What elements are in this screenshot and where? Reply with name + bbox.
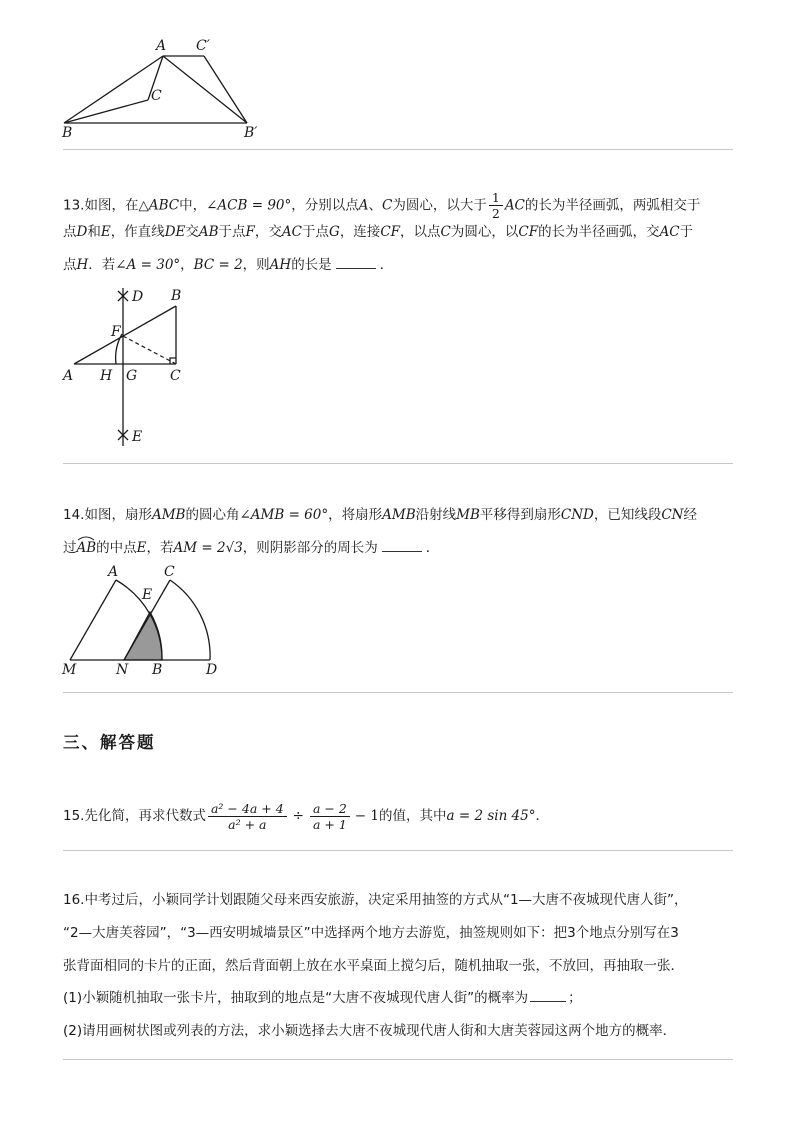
text: ． [379,257,394,273]
math: E [100,224,111,240]
label-E: E [132,429,143,445]
text: ，已知线段 [593,507,662,523]
text: 于点 [302,224,330,240]
math: CN [661,507,684,523]
math: BC = 2 [193,257,243,273]
text: 过 [63,540,77,556]
divider [63,692,733,693]
seg-MA [70,580,116,660]
math: C [440,224,451,240]
figure-q12 [60,34,280,144]
text: ，若 [146,540,174,556]
arc-CD [170,580,210,660]
seg-CF-dashed [123,336,176,364]
q13-line2 [63,222,693,242]
q15-line [63,796,549,836]
label-C: C [170,368,181,384]
fraction-half [489,190,503,221]
math: ∠A = 30° [115,257,181,273]
answer-blank[interactable] [382,539,422,552]
divider [63,850,733,851]
math: AMB [382,507,416,523]
math: ∠AMB = 60° [239,507,329,523]
shaded-region [124,612,162,660]
text: ，将扇形 [328,507,383,523]
q16-part1 [63,988,582,1008]
text: 13.如图，在 [63,197,139,214]
math: E [136,540,147,556]
label-C: C [164,564,175,580]
label-C: C [151,88,162,104]
text: ； [568,990,582,1006]
divider [63,1059,733,1060]
math: CND [560,507,594,523]
text: 为圆心，以 [450,224,519,240]
label-G: G [126,368,138,384]
text: (1)小颖随机抽取一张卡片，抽取到的地点是“大唐不夜城现代唐人街”的概率为 [63,990,529,1006]
math: AC [281,224,303,240]
label-B: B [62,125,73,141]
divider [63,463,733,464]
seg-B-C [64,100,148,123]
label-M: M [62,662,77,678]
math: AH [269,257,292,273]
text: 的长为半径画弧，交 [538,224,660,240]
q14-line1 [63,505,697,525]
q13-line3 [63,255,393,275]
fraction-numerator: a² − 4a + 4 [208,801,287,817]
q16-line2: “2—大唐芙蓉园”，“3—西安明城墙景区”中选择两个地方去游览，抽签规则如下：把3个地点分别写在3 [63,925,679,941]
q13-line1 [63,190,700,221]
text: 的值，其中 [379,808,447,824]
text: 、 [368,197,383,214]
text: 14.如图，扇形 [63,507,152,523]
q14-line2 [63,538,439,558]
math: CF [380,224,401,240]
math: H [76,257,89,273]
text: ，连接 [339,224,381,240]
math: G [329,224,340,240]
math: AC [659,224,680,240]
text: 于点 [218,224,246,240]
label-A: A [63,368,74,384]
fraction-numerator: a − 2 [310,801,350,817]
q16-line3: 张背面相同的卡片的正面，然后背面朝上放在水平桌面上搅匀后，随机抽取一张，不放回，再抽取一张． [63,958,684,974]
math: D [76,224,88,240]
text: 的长为半径画弧，两弧相交于 [524,197,701,214]
label-A: A [156,38,167,54]
math: ∠ACB = 90° [206,197,292,214]
text: ，则阴影部分的周长为 [242,540,378,556]
seg-Cp-Bp [204,56,247,123]
text: ，以点 [400,224,441,240]
text: ，分别以点 [291,197,359,214]
label-Bp: B′ [244,125,258,141]
text: ．若 [88,257,116,273]
text: ，交 [254,224,282,240]
text: 平移得到扇形 [479,507,561,523]
label-B: B [171,288,182,304]
label-B: B [152,662,163,678]
fraction-denominator: 2 [491,206,500,221]
answer-blank[interactable] [336,256,376,269]
math: DE [164,224,186,240]
text: 的长是 [291,257,332,273]
label-D: D [132,289,144,305]
math: ÷ [292,808,304,824]
text: 交 [185,224,199,240]
math: AB [76,540,97,556]
answer-blank[interactable] [530,989,566,1002]
math: A [358,197,369,214]
figure-q13 [60,284,200,450]
seg-B-A [64,56,163,123]
q16-part2: (2)请用画树状图或列表的方法，求小颖选择去大唐不夜城现代唐人街和大唐芙蓉园这两个地方的概率． [63,1023,677,1039]
text: ，作直线 [110,224,165,240]
fraction-numerator: 1 [489,190,503,206]
text: 的中点 [96,540,137,556]
fraction-denominator: a² + a [228,816,267,832]
label-A: A [108,564,119,580]
text: ． [535,808,549,824]
label-E: E [142,587,153,603]
math: MB [456,507,480,523]
arc-AB-notation [77,538,97,558]
label-D: D [206,662,218,678]
text: 的圆心角 [185,507,240,523]
math: AC [504,197,525,214]
fraction-2 [310,801,350,832]
divider [63,149,733,150]
text: ． [425,540,440,556]
math: △ABC [138,197,180,214]
text: 为圆心，以大于 [392,197,487,214]
text: 经 [683,507,697,523]
math: AB [198,224,219,240]
math: AMB [151,507,186,523]
arc-mark [77,535,95,541]
text: 点 [63,224,77,240]
text: 点 [63,257,77,273]
fraction-1 [208,801,287,832]
math: CF [518,224,539,240]
label-N: N [116,662,129,678]
label-F: F [111,324,121,340]
math: F [245,224,255,240]
text: 和 [87,224,101,240]
text: 15.先化简，再求代数式 [63,808,206,824]
fraction-denominator: a + 1 [312,816,347,832]
label-H: H [100,368,113,384]
seg-A-Bp [163,56,247,123]
text: 沿射线 [415,507,457,523]
label-Cp: C′ [196,38,210,54]
math: a = 2 sin 45° [446,808,536,824]
section-title: 三、解答题 [63,733,156,752]
math: − 1 [354,808,379,824]
text: ， [180,257,194,273]
figure-q14 [60,562,230,680]
text: ，则 [242,257,270,273]
text: 中， [179,197,207,214]
math: C [382,197,393,214]
math: AM = 2√3 [173,540,243,556]
text: 于 [679,224,694,240]
q16-line1: 16.中考过后，小颖同学计划跟随父母来西安旅游，决定采用抽签的方式从“1—大唐不夜城现代唐人街”， [63,892,688,908]
